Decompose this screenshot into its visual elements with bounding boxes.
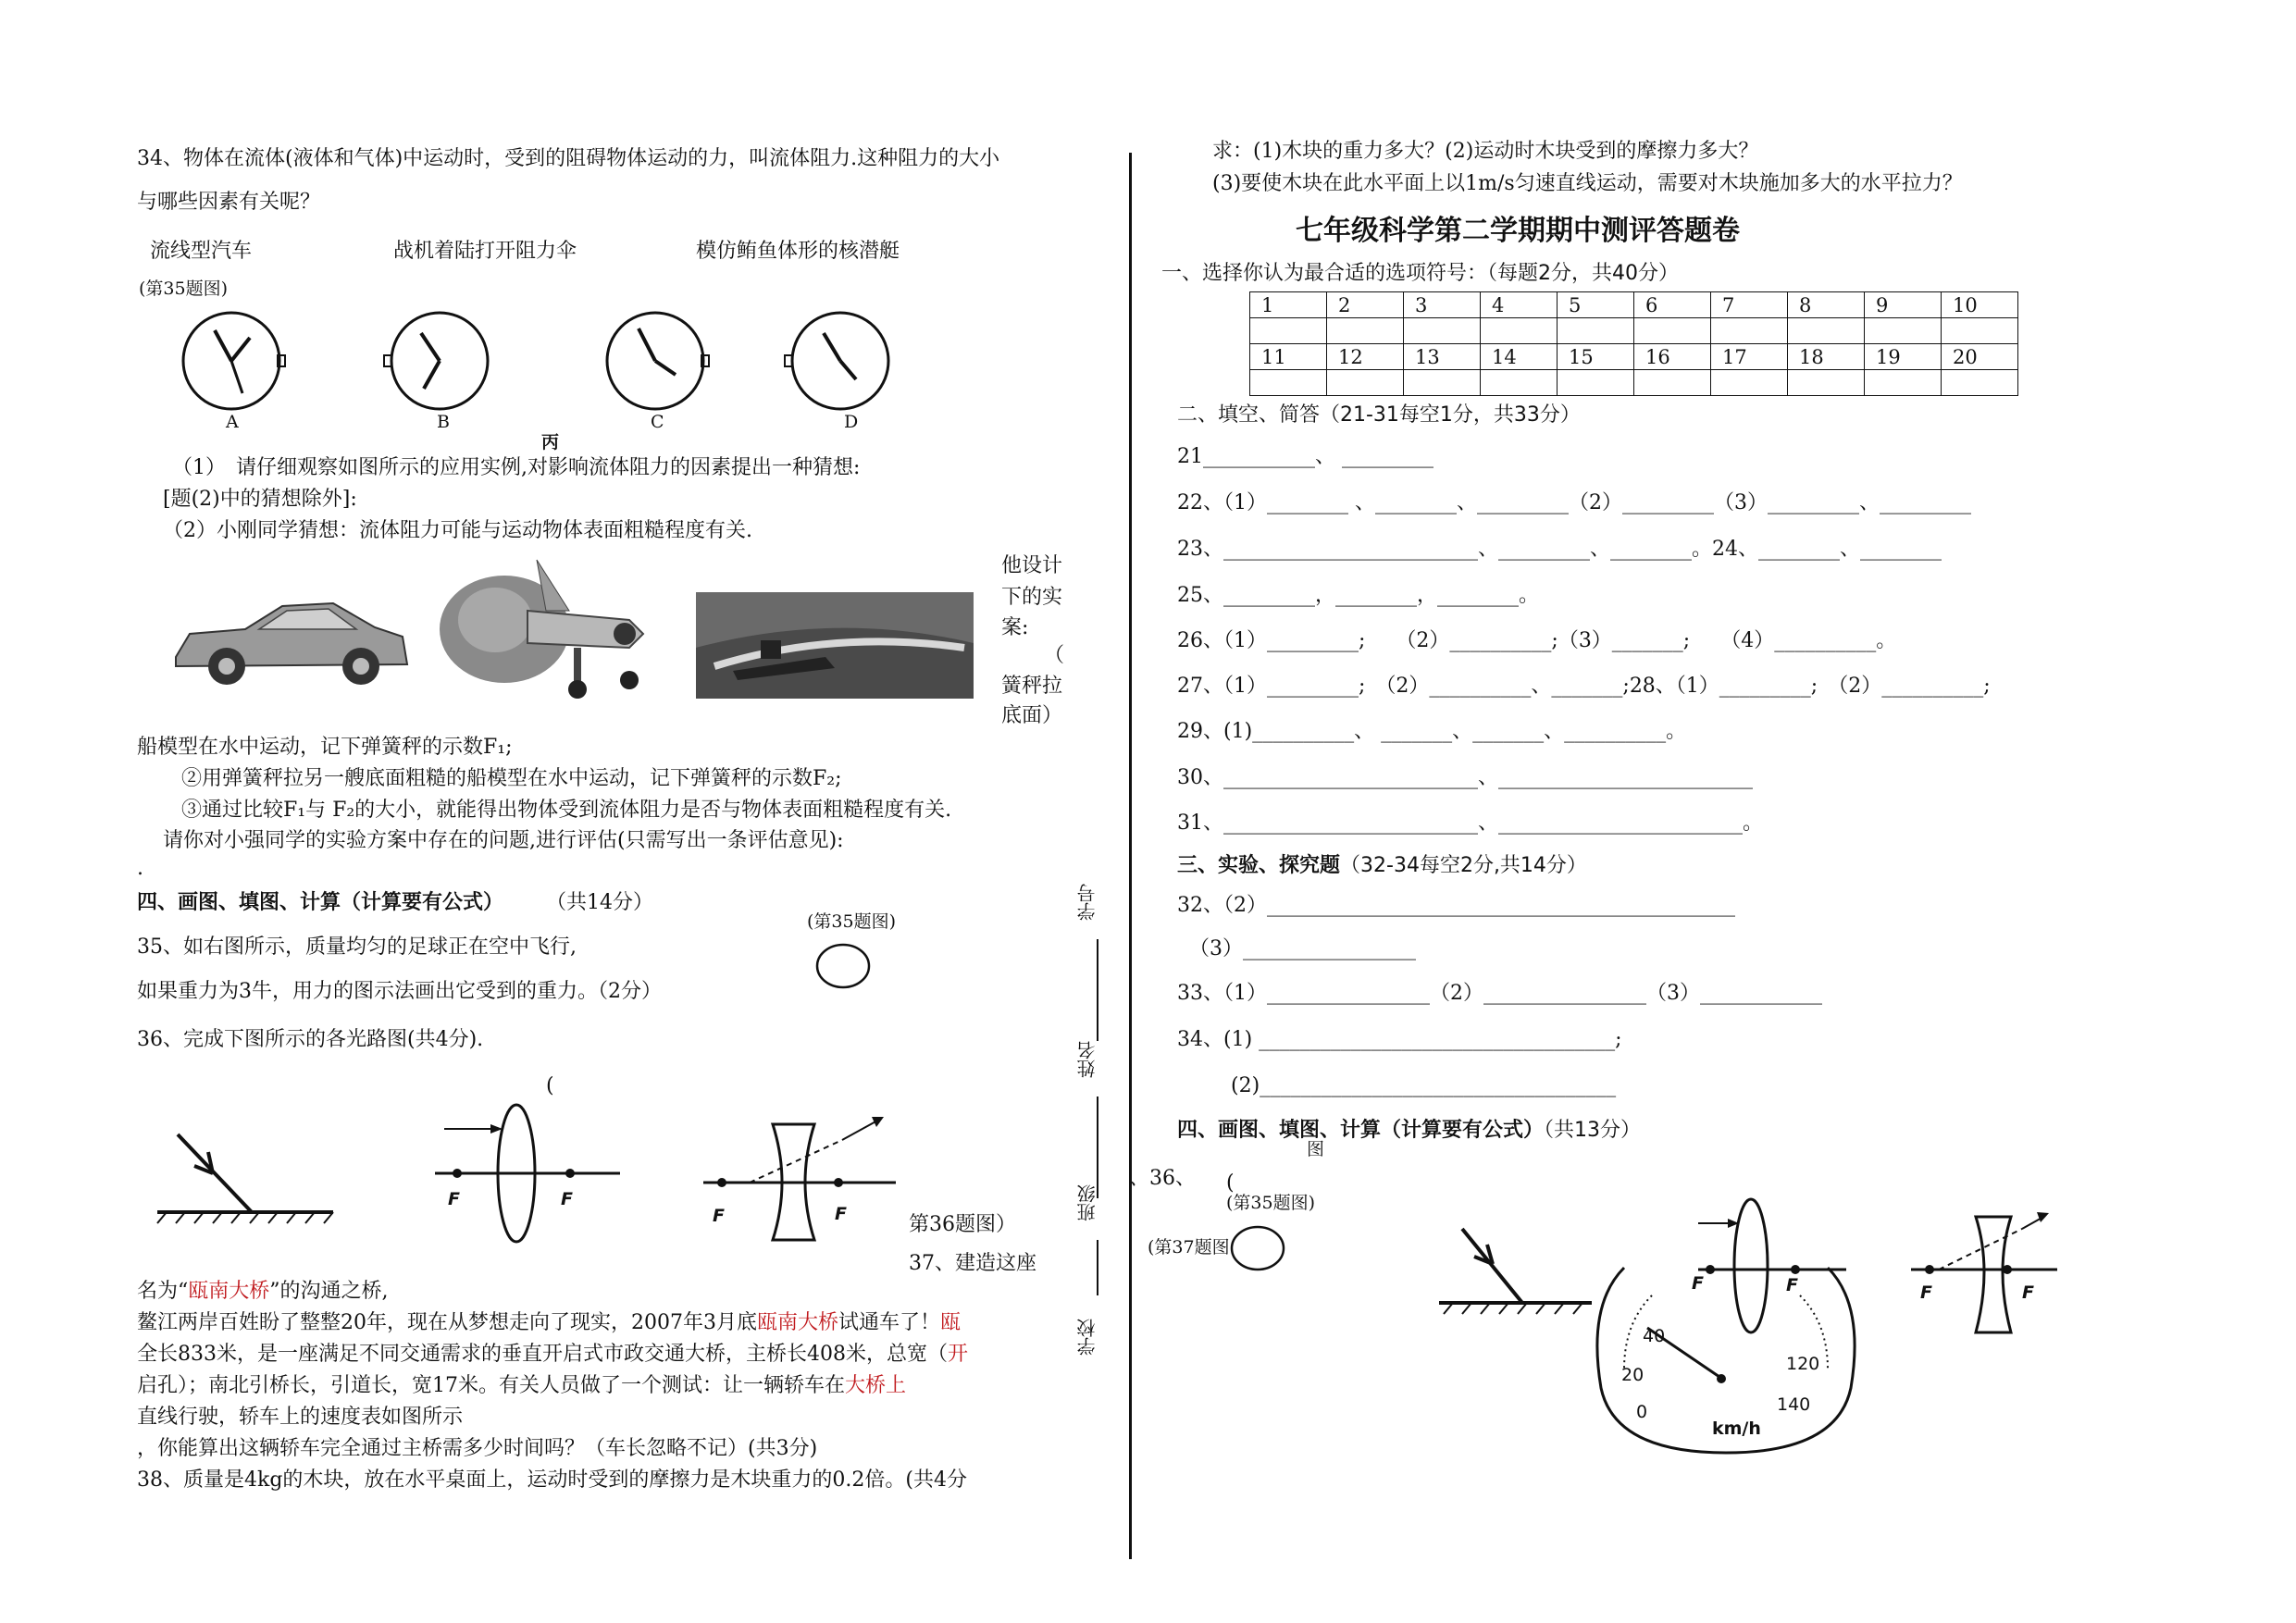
sec1-title: 一、选择你认为最合适的选项符号：（每题2分，共40分） bbox=[1161, 262, 1679, 285]
paren: ( bbox=[546, 1074, 554, 1097]
sec2-title: 二、填空、简答（21-31每空1分，共33分） bbox=[1177, 403, 1581, 427]
sec3-title: 三、实验、探究题（32-34每空2分,共14分） bbox=[1177, 854, 1587, 877]
table-row bbox=[1250, 318, 2018, 344]
clock-label-a: A bbox=[226, 412, 239, 432]
dot: . bbox=[137, 857, 143, 880]
q34-line1: 34、物体在流体(液体和气体)中运动时，受到的阻碍物体运动的力，叫流体阻力.这种阻力的大小 bbox=[137, 147, 1000, 170]
focus-label: F bbox=[561, 1189, 573, 1209]
step1: 船模型在水中运动，记下弹簧秤的示数F₁; bbox=[137, 736, 513, 759]
clock-label-d: D bbox=[844, 412, 859, 432]
jet-image bbox=[435, 555, 657, 703]
clocks-figure bbox=[176, 310, 1009, 449]
clock-label-c: C bbox=[651, 412, 664, 432]
convex-lens-figure bbox=[1698, 1199, 1846, 1332]
speedo-tick: 20 bbox=[1621, 1365, 1644, 1385]
caption-car: 流线型汽车 bbox=[150, 240, 253, 263]
focus-label: F bbox=[1786, 1275, 1798, 1295]
answer-grid bbox=[1249, 291, 2018, 396]
q37-line5: 直线行驶，轿车上的速度表如图所示 bbox=[137, 1406, 464, 1429]
q35-line2: 如果重力为3牛，用力的图示法画出它受到的重力。（2分） bbox=[137, 980, 662, 1003]
q38: 38、质量是4kg的木块，放在水平桌面上，运动时受到的摩擦力是木块重力的0.2倍。(共4分 bbox=[137, 1468, 967, 1492]
answer-line-34[interactable]: 34、(1) ___________________________________; bbox=[1177, 1028, 1622, 1051]
q37-line4: 启孔）；南北引桥长，引道长，宽17米。有关人员做了一个测试：让一辆轿车在大桥上 bbox=[137, 1374, 907, 1397]
answer-line-26[interactable]: 26、（1）_________; （2）__________;（3）_______; （4）__________。 bbox=[1177, 629, 1897, 652]
answer-line-27-28[interactable]: 27、（1）_________; （2）__________、_______;28、（1）_________; （2）__________; bbox=[1177, 675, 1991, 698]
speedo-tick: 0 bbox=[1636, 1402, 1648, 1422]
clock-c bbox=[607, 313, 709, 409]
side-label-student-id: 学号 bbox=[1076, 884, 1098, 921]
focus-label: F bbox=[1692, 1273, 1704, 1294]
fig36-label: 第36题图） bbox=[909, 1213, 1016, 1236]
q34-line2: 与哪些因素有关呢？ bbox=[137, 191, 321, 214]
sub2: （2）小刚同学猜想：流体阻力可能与运动物体表面粗糙程度有关. bbox=[163, 519, 752, 542]
focus-label: F bbox=[448, 1189, 460, 1209]
sec4-pts: （共14分） bbox=[546, 891, 653, 914]
side-label-name: 姓名 bbox=[1076, 1041, 1098, 1078]
answer-line-21[interactable]: 21___________、 _________ bbox=[1177, 445, 1433, 468]
answer-line-23-24[interactable]: 23、_________________________、_________、________。24、________、________ bbox=[1177, 538, 1942, 561]
focus-label: F bbox=[1920, 1282, 1932, 1303]
table-row: 11 12 13 14 15 16 17 18 19 20 bbox=[1250, 344, 2018, 370]
paren-right: ( bbox=[1226, 1171, 1235, 1195]
concave-lens-figure bbox=[1911, 1212, 2057, 1332]
q38-cont1: 求：(1)木块的重力多大？(2)运动时木块受到的摩擦力多大？ bbox=[1212, 140, 1759, 163]
side-label-school: 学校 bbox=[1076, 1319, 1098, 1356]
answer-line-33[interactable]: 33、（1）________________（2）________________（3）____________ bbox=[1177, 982, 1822, 1005]
football-circle bbox=[816, 944, 872, 990]
q38-cont2: (3)要使木块在此水平面上以1m/s匀速直线运动，需要对木块施加多大的水平拉力？ bbox=[1212, 172, 1963, 195]
fig35b-label: (第35题图) bbox=[807, 911, 897, 932]
sec4-title-right: 四、画图、填图、计算（计算要有公式）（共13分） bbox=[1177, 1119, 1642, 1142]
football-circle-right bbox=[1231, 1226, 1286, 1272]
answer-line-32[interactable]: 32、（2）______________________________________________ bbox=[1177, 894, 1735, 917]
answer-line-31[interactable]: 31、_________________________、________________________。 bbox=[1177, 812, 1763, 835]
binding-line bbox=[1097, 1240, 1098, 1295]
clock-d bbox=[785, 313, 888, 409]
answer-line-25[interactable]: 25、_________，________，________。 bbox=[1177, 584, 1539, 607]
fig35-label: (第35题图) bbox=[139, 279, 229, 299]
clock-label-b: B bbox=[437, 412, 450, 432]
optics-diagram-right bbox=[1439, 1194, 2087, 1471]
focus-label: F bbox=[713, 1206, 725, 1226]
answer-line-30[interactable]: 30、_________________________、_________________________ bbox=[1177, 766, 1753, 789]
caption-sub: 模仿鲔鱼体形的核潜艇 bbox=[696, 240, 900, 263]
binding-line bbox=[1097, 1096, 1098, 1198]
table-row bbox=[1250, 370, 2018, 396]
focus-label: F bbox=[835, 1204, 847, 1224]
mirror-figure bbox=[157, 1134, 333, 1223]
q36-label-right: 、36、 bbox=[1129, 1167, 1196, 1190]
clock-a bbox=[183, 313, 285, 409]
car-image bbox=[171, 592, 412, 694]
clock-group-label: 丙 bbox=[541, 432, 560, 452]
answer-line-22[interactable]: 22、（1）________ 、________、_________（2）_________（3）_________、_________ bbox=[1177, 491, 1971, 514]
table-row: 1 2 3 4 5 6 7 8 9 10 bbox=[1250, 292, 2018, 318]
caption-jet: 战机着陆打开阻力伞 bbox=[393, 240, 577, 263]
focus-label: F bbox=[2022, 1282, 2034, 1303]
answer-line-32-3[interactable]: （3）_________________ bbox=[1189, 937, 1416, 960]
page-divider bbox=[1129, 153, 1132, 1559]
step2: ②用弹簧秤拉另一艘底面粗糙的船模型在水中运动，记下弹簧秤的示数F₂; bbox=[181, 767, 842, 790]
speedo-tick: 120 bbox=[1786, 1354, 1820, 1374]
eval: 请你对小强同学的实验方案中存在的问题,进行评估(只需写出一条评估意见): bbox=[163, 829, 844, 852]
sub1b: [题(2)中的猜想除外]: bbox=[163, 488, 357, 511]
q37-line6: ，你能算出这辆轿车完全通过主桥需多少时间吗？（车长忽略不记）(共3分) bbox=[137, 1437, 818, 1460]
fig37-label: (第37题图 bbox=[1148, 1237, 1230, 1258]
sub1: （1） 请仔细观察如图所示的应用实例,对影响流体阻力的因素提出一种猜想: bbox=[172, 456, 861, 479]
q36: 36、完成下图所示的各光路图(共4分). bbox=[137, 1028, 484, 1051]
q37-line2: 鳌江两岸百姓盼了整整20年，现在从梦想走向了现实，2007年3月底瓯南大桥试通车了！瓯 bbox=[137, 1311, 962, 1334]
q37-clip: 37、建造这座 bbox=[909, 1252, 1036, 1275]
submarine-image bbox=[696, 592, 974, 699]
fig35-label-right: (第35题图) bbox=[1226, 1193, 1316, 1213]
clock-b bbox=[384, 313, 488, 409]
step3: ③通过比较F₁与 F₂的大小，就能得出物体受到流体阻力是否与物体表面粗糙程度有关. bbox=[181, 799, 952, 822]
sec4-title: 四、画图、填图、计算（计算要有公式） bbox=[137, 891, 504, 914]
mirror-figure bbox=[1439, 1229, 1592, 1314]
tu-label: 图 bbox=[1307, 1139, 1325, 1159]
convex-lens-figure bbox=[435, 1105, 620, 1242]
q37-line3: 全长833米，是一座满足不同交通需求的垂直开启式市政交通大桥，主桥长408米，总宽（开 bbox=[137, 1343, 969, 1366]
speedo-tick: 40 bbox=[1643, 1326, 1666, 1346]
optics-diagram-left bbox=[148, 1101, 935, 1258]
q37-line1: 名为“瓯南大桥”的沟通之桥, bbox=[137, 1280, 389, 1303]
side-label-class: 班级 bbox=[1076, 1184, 1098, 1221]
answer-sheet-title: 七年级科学第二学期期中测评答题卷 bbox=[1296, 215, 1740, 247]
answer-line-29[interactable]: 29、(1)__________、 _______、_______、__________。 bbox=[1177, 720, 1687, 743]
speedo-tick: 140 bbox=[1777, 1394, 1811, 1415]
q35-line1: 35、如右图所示，质量均匀的足球正在空中飞行, bbox=[137, 935, 577, 959]
speedo-unit: km/h bbox=[1712, 1419, 1761, 1439]
answer-line-34-2[interactable]: (2)___________________________________ bbox=[1231, 1074, 1617, 1097]
concave-lens-figure bbox=[703, 1117, 896, 1240]
binding-line bbox=[1097, 939, 1098, 1041]
